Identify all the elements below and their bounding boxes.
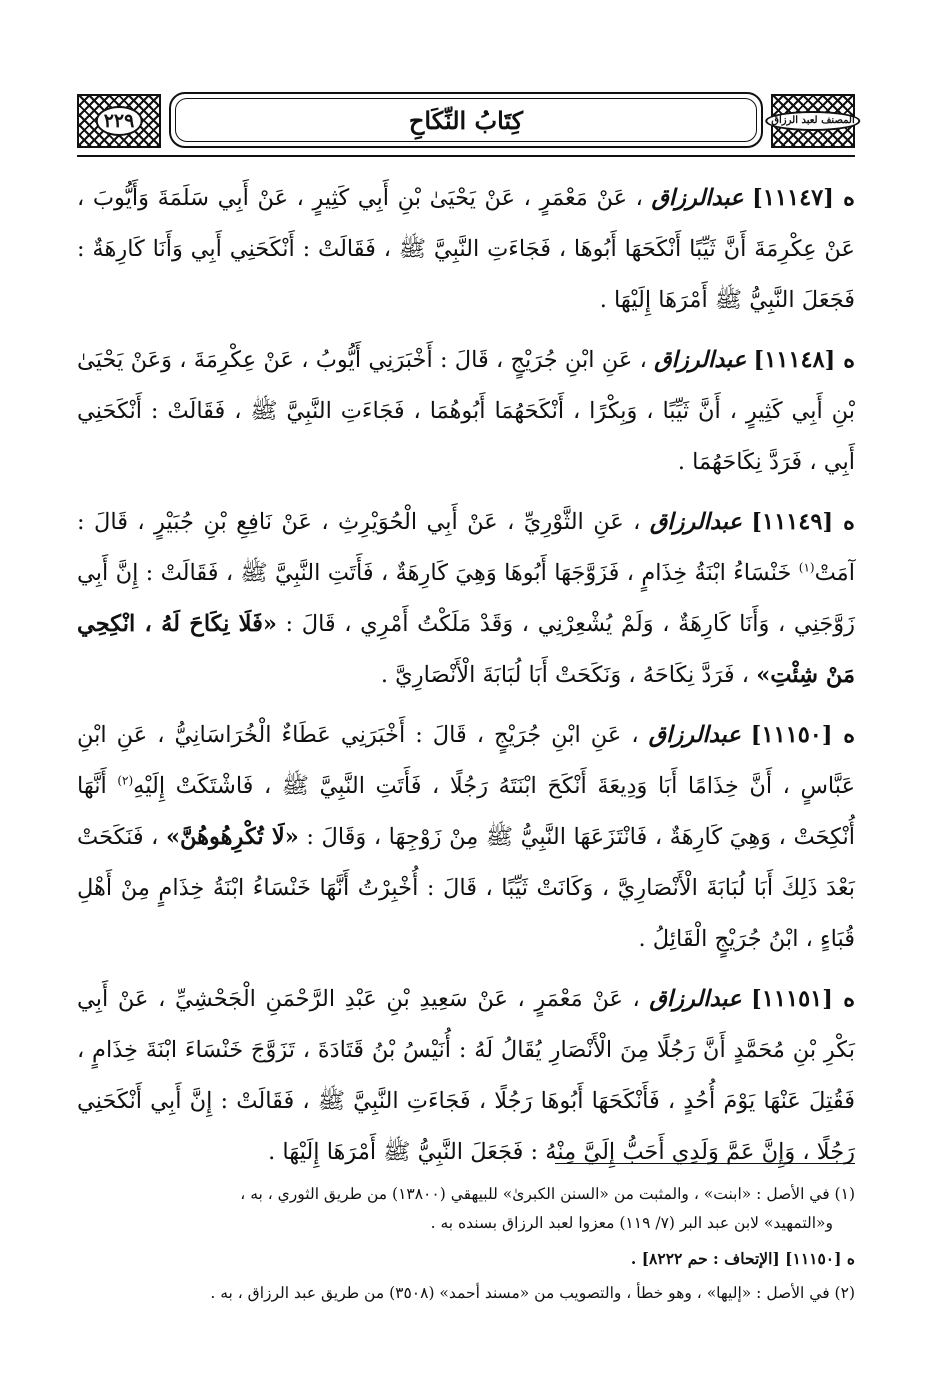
hadith-text: خَنْسَاءُ ابْنَةُ خِذَامٍ ، فَزَوَّجَهَا أَبُوهَا وَهِيَ كَارِهَةٌ ، فَأَتَتِ النَّبِيَّ ﷺ ، فَقَالَتْ : إِنَّ أَبِي زَوَّجَنِي ، وَأَنَا كَارِهَةٌ ، وَلَمْ يُشْعِرْنِي ، وَقَدْ مَلَكْتُ أَمْرِي ، قَالَ :	[77, 560, 856, 637]
hadith-number: ه [١١١٤٨]	[753, 347, 855, 373]
footnotes	[77, 1180, 855, 1314]
hadith-text: أَنَّهَا أُنْكِحَتْ ، وَهِيَ كَارِهَةٌ ، فَانْتَزَعَهَا النَّبِيُّ ﷺ مِنْ زَوْجِهَا ، وَقَالَ :	[77, 773, 856, 850]
hadith-11149	[77, 497, 855, 701]
footnote-ref: (٢)	[117, 773, 134, 788]
hadith-quote: «لَا تُكْرِهُوهُنَّ»	[165, 824, 299, 850]
narrator-name: عبدالرزاق	[649, 986, 742, 1012]
page-number: ٢٢٩	[96, 106, 143, 136]
hadith-11150	[77, 710, 855, 965]
book-logo-ornament	[771, 94, 855, 148]
hadith-number: ه [١١١٥٠]	[750, 722, 855, 748]
hadith-text: ، عَنْ مَعْمَرٍ ، عَنْ يَحْيَىٰ بْنِ أَبِي كَثِيرٍ ، عَنْ أَبِي سَلَمَةَ وَأَيُّوبَ ، عَنْ عِكْرِمَةَ أَنَّ ثَيِّبًا أَنْكَحَهَا أَبُوهَا ، فَجَاءَتِ النَّبِيَّ ﷺ ، فَقَالَتْ : أَنْكَحَنِي أَبِي وَأَنَا كَارِهَةٌ : فَجَعَلَ النَّبِيُّ ﷺ أَمْرَهَا إِلَيْهَا .	[77, 185, 855, 313]
cross-reference: ه [١١١٥٠] [الإتحاف : حم ٨٢٢٢] .	[630, 1249, 855, 1268]
footnote-rule	[555, 1163, 855, 1164]
hadith-quote: «فَلَا نِكَاحَ لَهُ ، انْكِحِي مَنْ شِئْتِ»	[77, 611, 855, 688]
hadith-text: ، عَنِ الثَّوْرِيِّ ، عَنْ أَبِي الْحُوَيْرِثِ ، عَنْ نَافِعِ بْنِ جُبَيْرٍ ، قَالَ : آمَتْ	[77, 509, 855, 586]
hadith-text: ، عَنِ ابْنِ جُرَيْجٍ ، قَالَ : أَخْبَرَنِي عَطَاءٌ الْخُرَاسَانِيُّ ، عَنِ ابْنِ عَبَّاسٍ ، أَنَّ خِذَامًا أَبَا وَدِيعَةَ أَنْكَحَ ابْنَتَهُ رَجُلًا ، فَأَتَتِ النَّبِيَّ ﷺ ، فَاشْتَكَتْ إِلَيْهِ	[77, 722, 856, 799]
narrator-name: عبدالرزاق	[651, 185, 744, 211]
page-header	[77, 92, 855, 150]
hadith-number: ه [١١١٤٩]	[751, 509, 855, 535]
header-rule	[77, 155, 855, 157]
page-title: كِتَابُ النِّكَاحِ	[408, 105, 524, 135]
main-text	[77, 173, 855, 1187]
hadith-text: ، فَنَكَحَتْ بَعْدَ ذَلِكَ أَبَا لُبَابَةَ الْأَنْصَارِيَّ ، وَكَانَتْ ثَيِّبًا ، قَالَ : أُخْبِرْتُ أَنَّهَا خَنْسَاءُ ابْنَةُ خِذَامٍ مِنْ أَهْلِ قُبَاءٍ ، ابْنُ جُرَيْجٍ الْقَائِلُ .	[77, 824, 855, 952]
hadith-11148	[77, 335, 855, 488]
footnote-ref: (١)	[798, 560, 815, 575]
hadith-11151	[77, 974, 855, 1178]
hadith-number: ه [١١١٤٧]	[752, 185, 855, 211]
footnote-1-line-2: و«التمهيد» لابن عبد البر (٧/ ١١٩) معزوا لعبد الرزاق بسنده به .	[430, 1214, 833, 1232]
hadith-text: ، فَرَدَّ نِكَاحَهُ ، وَنَكَحَتْ أَبَا لُبَابَةَ الْأَنْصَارِيَّ .	[380, 662, 750, 688]
hadith-11147	[77, 173, 855, 326]
footnote-1-line-1: (١) في الأصل : «ابنت» ، والمثبت من «السنن الكبرىٰ» للبيهقي (١٣٨٠٠) من طريق الثوري ، به ،	[240, 1185, 855, 1203]
hadith-text: ، عَنْ مَعْمَرٍ ، عَنْ سَعِيدِ بْنِ عَبْدِ الرَّحْمَنِ الْجَحْشِيِّ ، عَنْ أَبِي بَكْرِ بْنِ مُحَمَّدٍ أَنَّ رَجُلًا مِنَ الْأَنْصَارِ يُقَالُ لَهُ : أُنَيْسُ بْنُ قَتَادَةَ ، تَزَوَّجَ خَنْسَاءَ ابْنَةَ خِذَامٍ ، فَقُتِلَ عَنْهَا يَوْمَ أُحُدٍ ، فَأَنْكَحَهَا أَبُوهَا رَجُلًا ، فَجَاءَتِ النَّبِيَّ ﷺ ، فَقَالَتْ : إِنَّ أَبِي أَنْكَحَنِي رَجُلًا ، وَإِنَّ عَمَّ وَلَدِي أَحَبُّ إِلَيَّ مِنْهُ : فَجَعَلَ النَّبِيُّ ﷺ أَمْرَهَا إِلَيْهَا .	[77, 986, 855, 1165]
footnote-2: (٢) في الأصل : «إليها» ، وهو خطأ ، والتصويب من «مسند أحمد» (٣٥٠٨) من طريق عبد الرزاق ، به .	[210, 1284, 855, 1302]
title-frame	[169, 92, 763, 148]
footnote-1	[77, 1180, 855, 1238]
narrator-name: عبدالرزاق	[649, 509, 742, 535]
book-logo: المصنف لعبد الرزاق	[765, 111, 860, 131]
page-number-ornament	[77, 94, 161, 148]
hadith-text: ، عَنِ ابْنِ جُرَيْجٍ ، قَالَ : أَخْبَرَنِي أَيُّوبُ ، عَنْ عِكْرِمَةَ ، وَعَنْ يَحْيَىٰ بْنِ أَبِي كَثِيرٍ ، أَنَّ ثَيِّبًا ، وَبِكْرًا ، أَنْكَحَهُمَا أَبُوهُمَا ، فَجَاءَتِ النَّبِيَّ ﷺ ، فَقَالَتْ : أَنْكَحَنِي أَبِي ، فَرَدَّ نِكَاحَهُمَا .	[77, 347, 855, 475]
narrator-name: عبدالرزاق	[654, 347, 747, 373]
hadith-number: ه [١١١٥١]	[751, 986, 855, 1012]
narrator-name: عبدالرزاق	[648, 722, 741, 748]
